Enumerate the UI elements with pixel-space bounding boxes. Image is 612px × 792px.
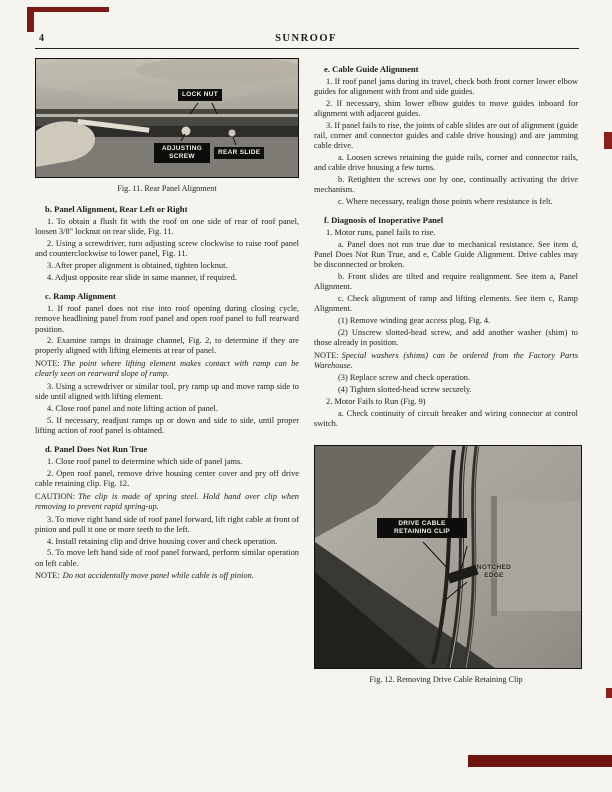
fig11-label-rear-slide: REAR SLIDE <box>214 147 264 159</box>
figure-12 <box>314 445 578 685</box>
page-title: SUNROOF <box>275 33 337 44</box>
red-page-edge <box>468 755 612 767</box>
section-heading-b: b. Panel Alignment, Rear Left or Right <box>45 204 188 214</box>
section-heading-e: e. Cable Guide Alignment <box>324 64 419 74</box>
paragraph-f1-s1: (1) Remove winding gear access plug, Fig. 4. <box>338 315 491 325</box>
paragraph-f1: 1. Motor runs, panel fails to rise. <box>326 228 436 238</box>
red-scan-mark <box>604 132 612 149</box>
paragraph-b1: 1. To obtain a flush fit with the roof on one side of rear of roof panel, loosen 3/8" locknut on rear slide, Fig. 11. <box>35 217 299 237</box>
fig12-photo-art <box>315 446 581 668</box>
paragraph-f1c: c. Check alignment of ramp and lifting elements. See item c, Ramp Alignment. <box>314 294 578 314</box>
page-number: 4 <box>39 33 44 44</box>
paragraph-b3: 3. After proper alignment is obtained, tighten locknut. <box>47 261 228 271</box>
paragraph-e3a: a. Loosen screws retaining the guide rails, corner and connector rails, and cable drive housing a few turns. <box>314 153 578 173</box>
red-scan-mark <box>27 7 109 12</box>
caution-text: The clip is made of spring steel. Hold hand over clip when removing to prevent rapid spring-up. <box>35 491 299 512</box>
paragraph-c2: 2. Examine ramps in drainage channel, Fig. 2, to determine if they are properly aligned with lifting elements at rear of panel. <box>35 336 299 356</box>
fig11-label-adjusting-screw: ADJUSTING SCREW <box>154 143 210 163</box>
paragraph-e3b: b. Retighten the screws one by one, continually activating the drive mechanism. <box>314 175 578 195</box>
paragraph-d3: 3. To move right hand side of roof panel forward, lift right cable at front of pinion and pull it one or more teeth to the left. <box>35 514 299 534</box>
paragraph-f1-s3: (3) Replace screw and check operation. <box>338 373 471 383</box>
caution-label: CAUTION: <box>35 491 76 501</box>
note-text: The point where lifting element makes contact with ramp can be clearly seen on rearward slope of ramp. <box>35 359 299 379</box>
paragraph-c1: 1. If roof panel does not rise into roof opening during closing cycle, remove headlining panel from roof panel and open roof panel to full rearward position. <box>35 304 299 334</box>
figure-11 <box>35 58 299 194</box>
right-column <box>314 64 578 685</box>
paragraph-e3c: c. Where necessary, realign those points where resistance is felt. <box>338 196 553 206</box>
left-column <box>35 58 299 584</box>
red-scan-mark <box>606 688 612 698</box>
note-d <box>35 571 299 581</box>
paragraph-b2: 2. Using a screwdriver, turn adjusting screw clockwise to raise roof panel and counterclockwise to lower panel, Fig. 11. <box>35 239 299 259</box>
fig11-photo <box>35 58 299 178</box>
note-label: NOTE: <box>35 359 60 369</box>
fig12-label-retaining-clip: DRIVE CABLE RETAINING CLIP <box>377 518 467 538</box>
fig12-caption: Fig. 12. Removing Drive Cable Retaining Clip <box>369 675 523 684</box>
paragraph-f2: 2. Motor Fails to Run (Fig. 9) <box>326 396 426 406</box>
paragraph-e2: 2. If necessary, shim lower elbow guides to move guides inboard for alignment with adjacent guides. <box>314 99 578 119</box>
note-f <box>314 351 578 371</box>
fig11-label-lock-nut: LOCK NUT <box>178 89 222 101</box>
caution-d <box>35 492 299 512</box>
fig11-caption: Fig. 11. Rear Panel Alignment <box>117 184 217 193</box>
paragraph-b4: 4. Adjust opposite rear slide in same manner, if required. <box>47 272 237 282</box>
paragraph-d1: 1. Close roof panel to determine which side of panel jams. <box>47 457 243 467</box>
paragraph-f2a: a. Check continuity of circuit breaker and wiring connector at control switch. <box>314 408 578 428</box>
header-rule <box>35 48 579 49</box>
note-text: Do not accidentally move panel while cable is off pinion. <box>62 571 254 581</box>
paragraph-f1-s4: (4) Tighten slotted-head screw securely. <box>338 385 472 395</box>
paragraph-e1: 1. If roof panel jams during its travel, check both front corner lower elbow guides for alignment with front and side guides. <box>314 77 578 97</box>
paragraph-c5: 5. If necessary, readjust ramps up or down and side to side, until proper lifting action of roof panel is obtained. <box>35 415 299 435</box>
paragraph-f1a: a. Panel does not run true due to mechanical resistance. See item d, Panel Does Not Run True, and e, Cable Guide Alignment. Drive cables may be disconnected or broken. <box>314 240 578 270</box>
paragraph-d5: 5. To move left hand side of roof panel forward, perform similar operation on left cable. <box>35 548 299 568</box>
section-heading-c: c. Ramp Alignment <box>45 290 116 301</box>
section-heading-d: d. Panel Does Not Run True <box>45 444 148 455</box>
paragraph-c4: 4. Close roof panel and note lifting action of panel. <box>47 403 218 413</box>
paragraph-d4: 4. Install retaining clip and drive housing cover and check operation. <box>47 536 278 546</box>
fig12-photo <box>314 445 582 669</box>
note-c <box>35 359 299 379</box>
note-text: Special washers (shims) can be ordered from the Factory Parts Warehouse. <box>314 350 578 370</box>
section-heading-f: f. Diagnosis of Inoperative Panel <box>324 215 444 226</box>
paragraph-f1b: b. Front slides are tilted and require realignment. See item a, Panel Alignment. <box>314 272 578 292</box>
paragraph-e3: 3. If panel fails to rise, the joints of cable slides are out of alignment (guide rail, corner and connector guides and cable drive housing) and are jamming cable drive. <box>314 121 578 151</box>
note-label: NOTE: <box>314 350 339 360</box>
note-label: NOTE: <box>35 571 60 581</box>
paragraph-d2: 2. Open roof panel, remove drive housing center cover and pry off drive cable retaining clip. Fig. 12. <box>35 468 299 489</box>
fig12-label-notched-edge: NOTCHED EDGE <box>476 564 512 579</box>
paragraph-c3: 3. Using a screwdriver or similar tool, pry ramp up and move ramp side to side until aligned with lifting element. <box>35 382 299 402</box>
paragraph-f1-s2: (2) Unscrew slotted-head screw, and add another washer (shim) to those already in position. <box>314 327 578 347</box>
